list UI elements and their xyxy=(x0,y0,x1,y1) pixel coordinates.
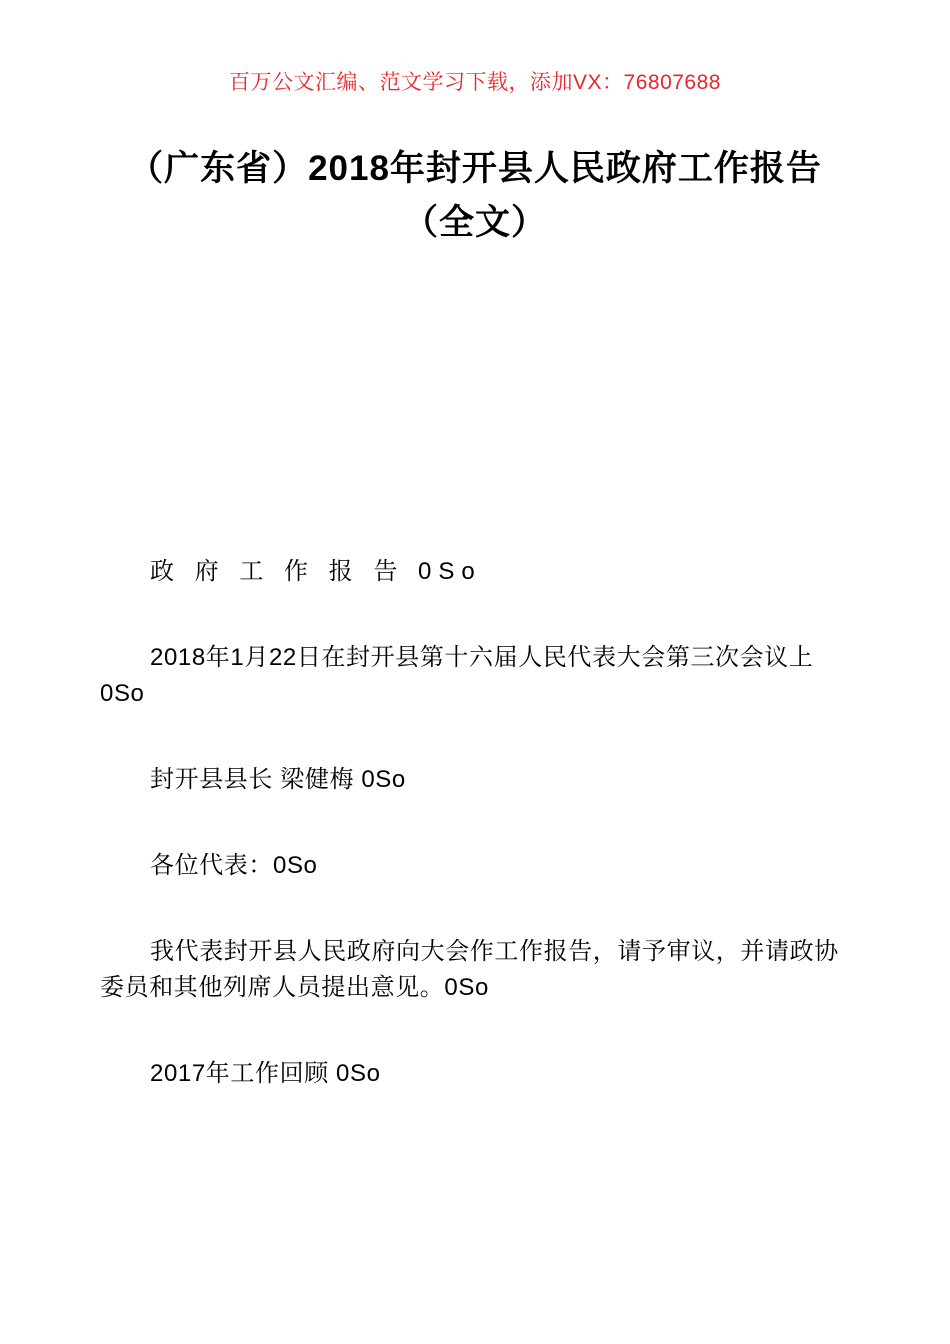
paragraph: 我代表封开县人民政府向大会作工作报告，请予审议，并请政协委员和其他列席人员提出意见。0So xyxy=(100,937,839,1001)
title-body-spacer xyxy=(100,274,850,554)
paragraph: 各位代表：0So xyxy=(150,851,318,879)
paragraph: 2018年1月22日在封开县第十六届人民代表大会第三次会议上0So xyxy=(100,643,814,707)
promo-watermark-text: 百万公文汇编、范文学习下载，添加VX：76807688 xyxy=(229,71,721,94)
paragraph: 封开县县长 梁健梅 0So xyxy=(150,765,406,793)
paragraph: 2017年工作回顾 0So xyxy=(150,1059,381,1087)
paragraph: 政 府 工 作 报 告 0So xyxy=(150,557,482,585)
document-body xyxy=(100,554,850,1092)
page-title: （广东省）2018年封开县人民政府工作报告（全文） xyxy=(128,149,822,243)
